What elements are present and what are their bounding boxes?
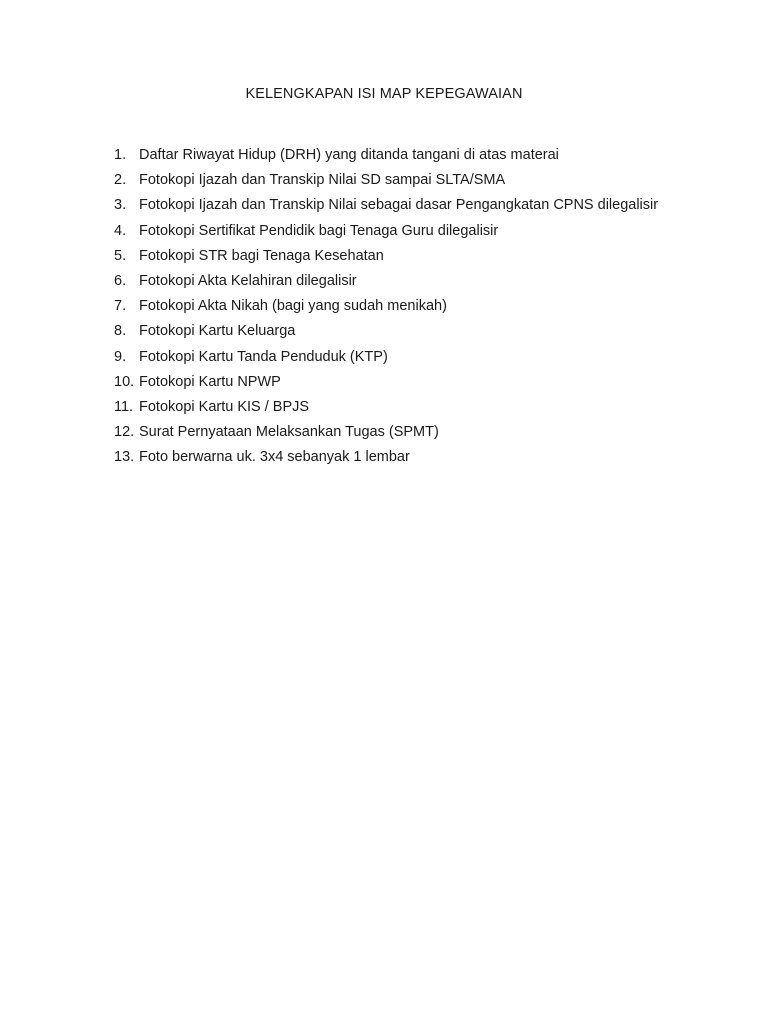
list-item xyxy=(114,244,674,269)
list-item xyxy=(114,269,674,294)
list-item-number: 12. xyxy=(114,424,135,441)
list-item-number: 5. xyxy=(114,247,127,264)
list-item xyxy=(114,395,674,420)
list-item-number: 1. xyxy=(114,147,127,163)
list-item-text: Fotokopi Sertifikat Pendidik bagi Tenaga Guru dilegalisir xyxy=(139,222,499,239)
list-item-text: Fotokopi STR bagi Tenaga Kesehatan xyxy=(139,247,384,264)
document-title: KELENGKAPAN ISI MAP KEPEGAWAIAN xyxy=(245,86,523,102)
list-item-number: 11. xyxy=(114,399,134,416)
list-item xyxy=(114,445,674,470)
list-item-number: 9. xyxy=(114,348,127,365)
list-item xyxy=(114,143,674,168)
list-item-text: Fotokopi Kartu KIS / BPJS xyxy=(139,399,310,416)
list-item-text: Daftar Riwayat Hidup (DRH) yang ditanda tangani di atas materai xyxy=(139,147,559,163)
list-item-text: Fotokopi Kartu Keluarga xyxy=(139,323,296,340)
list-item xyxy=(114,294,674,319)
list-item xyxy=(114,345,674,370)
list-item-text: Fotokopi Kartu Tanda Penduduk (KTP) xyxy=(139,348,388,365)
list-item-text: Fotokopi Ijazah dan Transkip Nilai sebagai dasar Pengangkatan CPNS dilegalisir xyxy=(139,197,659,214)
list-item-number: 2. xyxy=(114,172,127,189)
list-item-number: 6. xyxy=(114,273,127,290)
list-item xyxy=(114,370,674,395)
list-item-text: Surat Pernyataan Melaksankan Tugas (SPMT) xyxy=(139,424,439,441)
list-item-text: Fotokopi Akta Kelahiran dilegalisir xyxy=(139,273,357,290)
list-item-text: Fotokopi Kartu NPWP xyxy=(139,373,281,390)
list-item-text: Foto berwarna uk. 3x4 sebanyak 1 lembar xyxy=(139,449,410,466)
list-item-number: 10. xyxy=(114,373,135,390)
list-item xyxy=(114,193,674,218)
list-item-text: Fotokopi Akta Nikah (bagi yang sudah menikah) xyxy=(139,298,447,315)
list-item-number: 3. xyxy=(114,197,127,214)
list-item-text: Fotokopi Ijazah dan Transkip Nilai SD sampai SLTA/SMA xyxy=(139,172,506,189)
requirements-list xyxy=(114,143,674,471)
list-item-number: 7. xyxy=(114,298,127,315)
list-item xyxy=(114,219,674,244)
list-item-number: 4. xyxy=(114,222,127,239)
list-item-number: 8. xyxy=(114,323,127,340)
list-item xyxy=(114,168,674,193)
list-item xyxy=(114,319,674,344)
list-item-number: 13. xyxy=(114,449,135,466)
list-item xyxy=(114,420,674,445)
